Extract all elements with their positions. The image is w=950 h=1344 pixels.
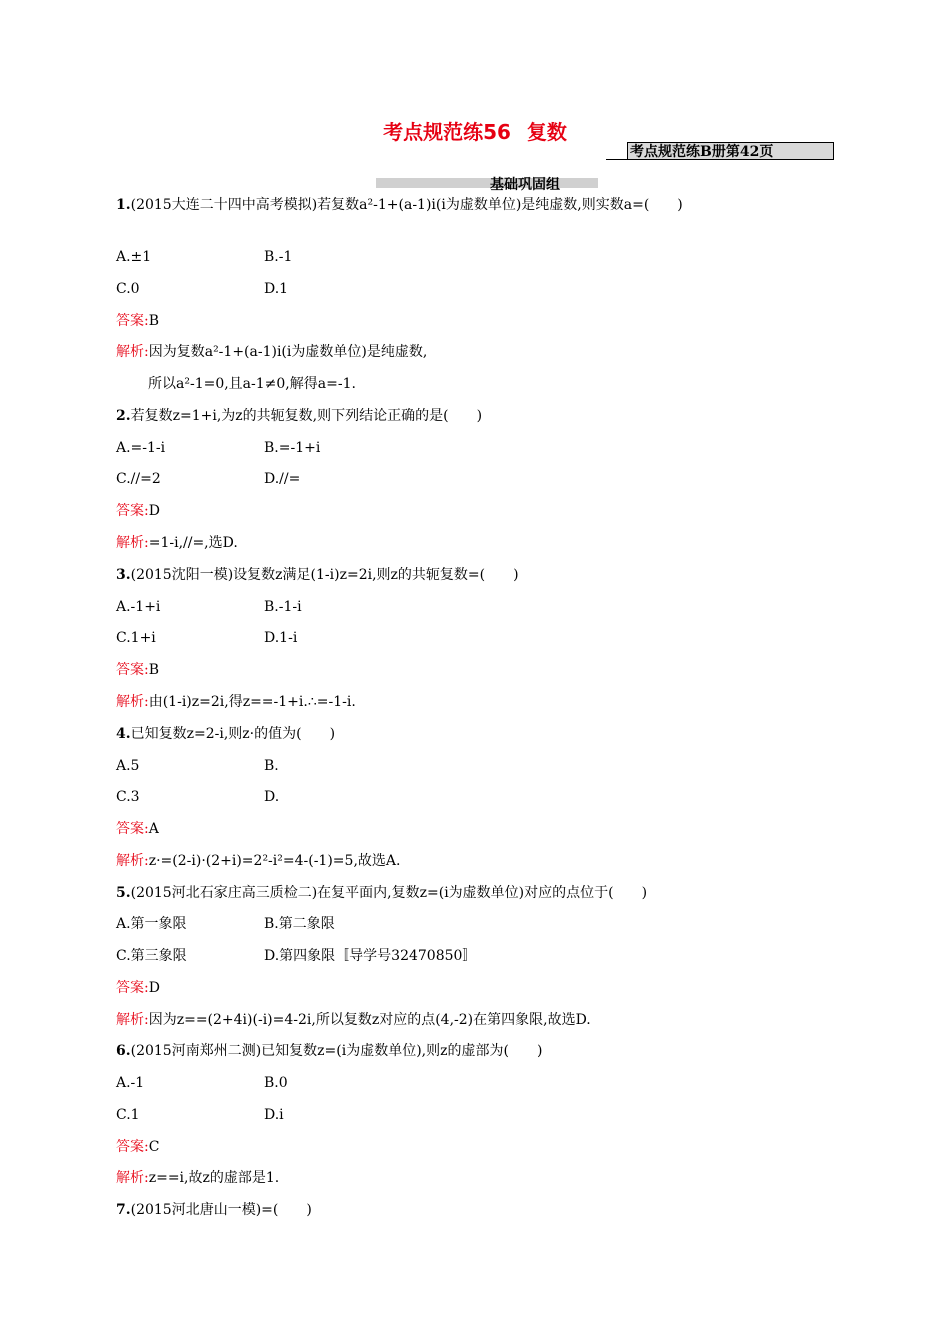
q1-option-b: B.-1 <box>264 249 293 265</box>
answer-label: 答案: <box>116 1139 149 1155</box>
q4-text: 已知复数z=2-i,则z·的值为( ) <box>130 726 336 742</box>
q1-analysis <box>116 343 427 361</box>
analysis-label: 解析: <box>116 694 149 710</box>
q3-answer-value: B <box>148 662 160 678</box>
q2-analysis-text: =1-i,//=,选D. <box>148 535 238 551</box>
q2-option-c: C.//=2 <box>116 471 161 487</box>
q5-option-b: B.第二象限 <box>264 916 335 932</box>
q6-text: (2015河南郑州二测)已知复数z=(i为虚数单位),则z的虚部为( ) <box>130 1043 543 1059</box>
title-topic: 复数 <box>526 120 567 144</box>
q6-option-b: B.0 <box>264 1075 288 1091</box>
q3-analysis <box>116 693 356 711</box>
q2-text: 若复数z=1+i,为z的共轭复数,则下列结论正确的是( ) <box>130 408 483 424</box>
q2-number: 2. <box>116 408 131 424</box>
q1-option-d: D.1 <box>264 281 289 297</box>
q6-option-a: A.-1 <box>116 1075 145 1091</box>
q4-option-a: A.5 <box>116 758 140 774</box>
q6-option-d: D.i <box>264 1107 284 1123</box>
q3-analysis-text: 由(1-i)z=2i,得z==-1+i.∴=-1-i. <box>148 694 356 710</box>
q3-option-c: C.1+i <box>116 630 156 646</box>
q4-option-b: B. <box>264 758 279 774</box>
q4-analysis <box>116 852 400 870</box>
q1-analysis-line2: 所以a²-1=0,且a-1≠0,解得a=-1. <box>148 376 356 392</box>
q4-stem <box>116 725 335 743</box>
q4-option-d: D. <box>264 789 280 805</box>
q1-analysis-text: 因为复数a²-1+(a-1)i(i为虚数单位)是纯虚数, <box>148 344 428 360</box>
q3-option-a: A.-1+i <box>116 599 161 615</box>
q4-option-c: C.3 <box>116 789 140 805</box>
q1-answer-value: B <box>148 313 160 329</box>
q3-option-d: D.1-i <box>264 630 298 646</box>
section-label: 基础巩固组 <box>490 177 560 193</box>
answer-label: 答案: <box>116 662 149 678</box>
q4-number: 4. <box>116 726 131 742</box>
q5-answer <box>116 979 160 997</box>
analysis-label: 解析: <box>116 1012 149 1028</box>
q1-number: 1. <box>116 197 131 213</box>
q5-analysis-text: 因为z==(2+4i)(-i)=4-2i,所以复数z对应的点(4,-2)在第四象限,故选D. <box>148 1012 591 1028</box>
q6-answer <box>116 1138 159 1156</box>
q4-answer-value: A <box>148 821 159 837</box>
q3-option-b: B.-1-i <box>264 599 302 615</box>
q7-number: 7. <box>116 1202 131 1218</box>
analysis-label: 解析: <box>116 1170 149 1186</box>
analysis-label: 解析: <box>116 344 149 360</box>
title-main: 考点规范练56 <box>383 120 511 144</box>
q6-analysis <box>116 1169 279 1187</box>
answer-label: 答案: <box>116 821 149 837</box>
q5-option-a: A.第一象限 <box>116 916 187 932</box>
q3-number: 3. <box>116 567 131 583</box>
q6-number: 6. <box>116 1043 131 1059</box>
section-bar <box>376 178 598 188</box>
q1-option-a: A.±1 <box>116 249 152 265</box>
reference-box: 考点规范练B册第42页 <box>627 142 834 160</box>
q5-text: (2015河北石家庄高三质检二)在复平面内,复数z=(i为虚数单位)对应的点位于( ) <box>130 885 648 901</box>
q7-text: (2015河北唐山一模)=( ) <box>130 1202 312 1218</box>
q6-analysis-text: z==i,故z的虚部是1. <box>148 1170 280 1186</box>
q4-answer <box>116 820 159 838</box>
q6-option-c: C.1 <box>116 1107 140 1123</box>
q1-text: (2015大连二十四中高考模拟)若复数a²-1+(a-1)i(i为虚数单位)是纯虚数,则实数a=( ) <box>130 197 683 213</box>
q6-stem <box>116 1042 542 1060</box>
q2-stem <box>116 407 482 425</box>
q1-stem <box>116 196 683 214</box>
q3-answer <box>116 661 159 679</box>
analysis-label: 解析: <box>116 535 149 551</box>
q1-option-c: C.0 <box>116 281 140 297</box>
analysis-label: 解析: <box>116 853 149 869</box>
q2-answer <box>116 502 160 520</box>
q5-option-c: C.第三象限 <box>116 948 187 964</box>
q5-analysis <box>116 1011 591 1029</box>
answer-label: 答案: <box>116 980 149 996</box>
answer-label: 答案: <box>116 313 149 329</box>
q2-option-d: D.//= <box>264 471 301 487</box>
q5-stem <box>116 884 647 902</box>
q5-answer-value: D <box>148 980 160 996</box>
q3-text: (2015沈阳一模)设复数z满足(1-i)z=2i,则z的共轭复数=( ) <box>130 567 519 583</box>
q2-analysis <box>116 534 238 552</box>
q7-stem <box>116 1201 312 1219</box>
q5-option-d: D.第四象限〚导学号32470850〛 <box>264 948 477 964</box>
q2-answer-value: D <box>148 503 160 519</box>
q5-number: 5. <box>116 885 131 901</box>
answer-label: 答案: <box>116 503 149 519</box>
q4-analysis-text: z·=(2-i)·(2+i)=2²-i²=4-(-1)=5,故选A. <box>148 853 401 869</box>
q6-answer-value: C <box>148 1139 160 1155</box>
q2-option-a: A.=-1-i <box>116 440 166 456</box>
q1-answer <box>116 312 159 330</box>
page-title <box>0 116 950 145</box>
q2-option-b: B.=-1+i <box>264 440 321 456</box>
q3-stem <box>116 566 519 584</box>
